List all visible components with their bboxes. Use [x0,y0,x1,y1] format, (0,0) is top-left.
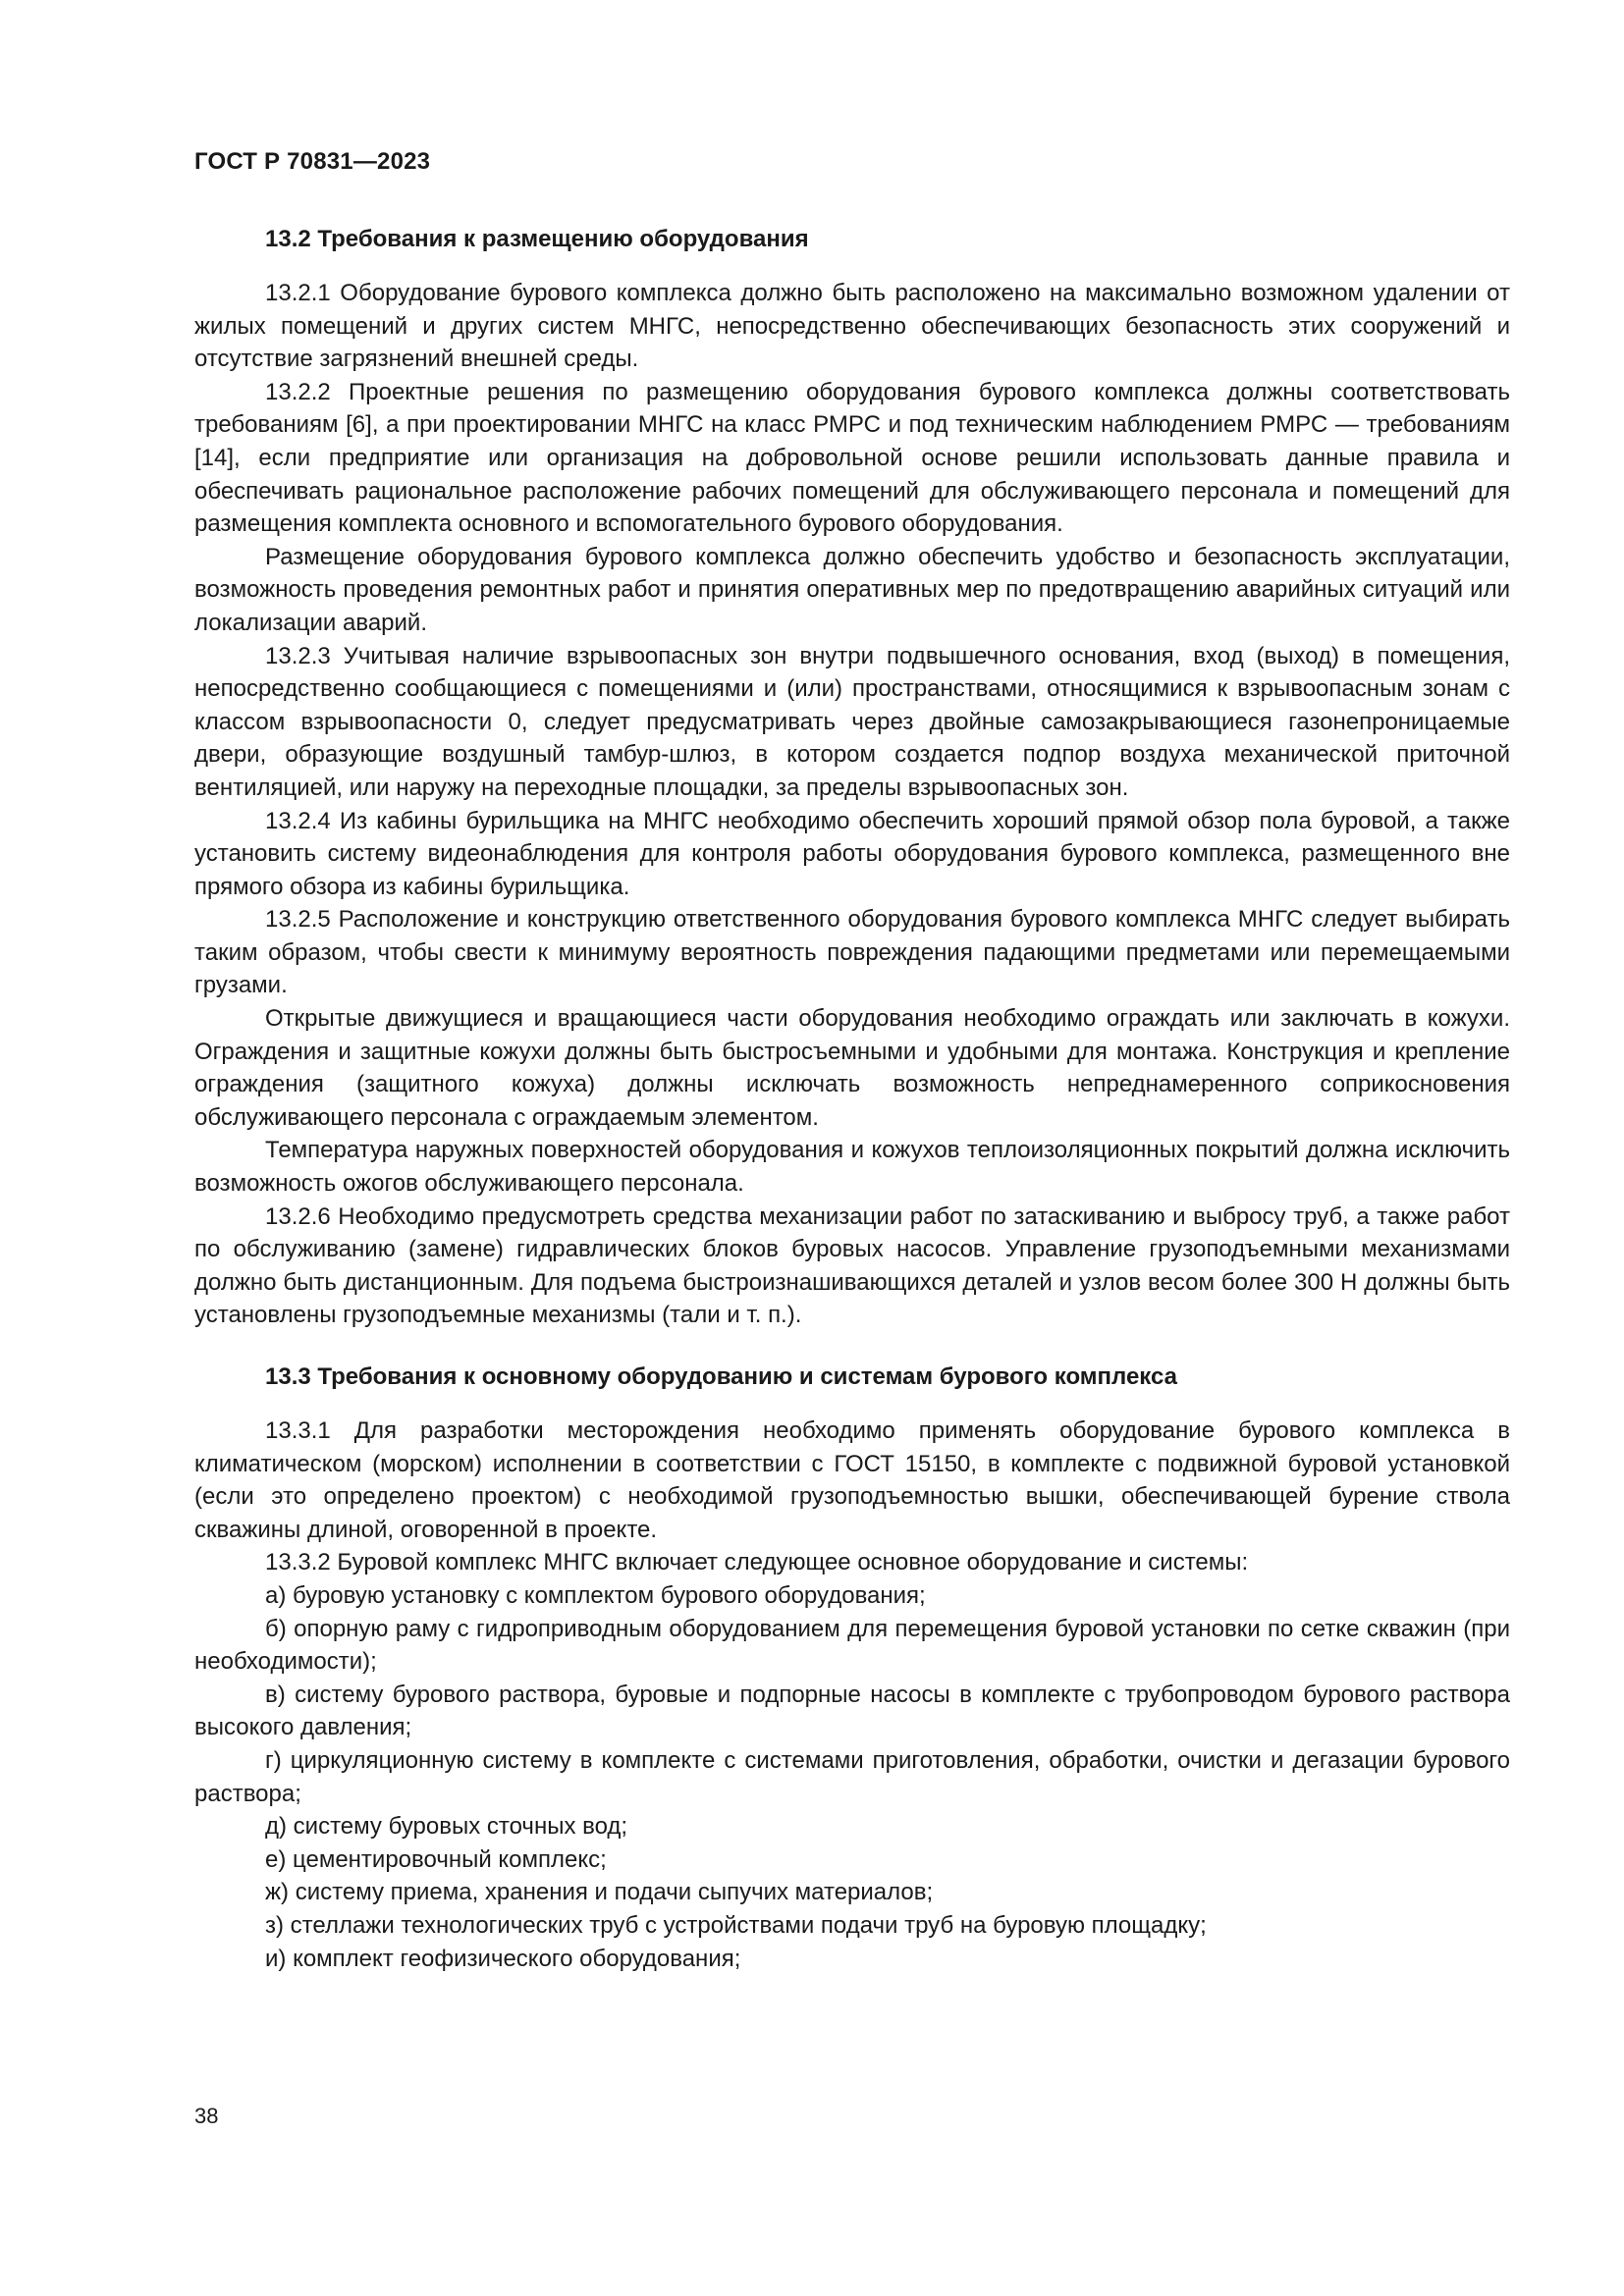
paragraph-13-3-2: 13.3.2 Буровой комплекс МНГС включает следующее основное оборудование и системы: [265,1549,1249,1576]
paragraph-13-3-1: 13.3.1 Для разработки месторождения необходимо применять оборудование бурового комплекса в климатическом (морском) исполнении в соответствии с ГОСТ 15150, в комплекте с подвижной буровой установкой (если это определено проектом) с необходимой грузоподъемностью вышки, обеспечивающей бурение ствола скважины длиной, оговоренной в проекте. [194,1417,1510,1543]
paragraph-13-2-3: 13.2.3 Учитывая наличие взрывоопасных зон внутри подвышечного основания, вход (выход) в помещения, непосредственно сообщающиеся с помещениями и (или) пространствами, относящимися к взрывоопасным зонам с классом взрывоопасности 0, следует предусматривать через двойные самозакрывающиеся газонепроницаемые двери, образующие воздушный тамбур-шлюз, в котором создается подпор воздуха механической приточной вентиляцией, или наружу на переходные площадки, за пределы взрывоопасных зон. [194,642,1510,801]
paragraph-13-2-2-placement: Размещение оборудования бурового комплекса должно обеспечить удобство и безопасность эксплуатации, возможность проведения ремонтных работ и принятия оперативных мер по предотвращению аварийных ситуаций или локализации аварий. [194,543,1510,636]
list-item-v: в) систему бурового раствора, буровые и подпорные насосы в комплекте с трубопроводом бурового раствора высокого давления; [194,1681,1510,1741]
list-item-d: д) систему буровых сточных вод; [265,1813,628,1841]
list-item-e: е) цементировочный комплекс; [265,1845,607,1873]
list-item-g: г) циркуляционную систему в комплекте с системами приготовления, обработки, очистки и дегазации бурового раствора; [194,1746,1510,1807]
paragraph-13-2-5-guards: Открытые движущиеся и вращающиеся части оборудования необходимо ограждать или заключать в кожухи. Ограждения и защитные кожухи должны быть быстросъемными и удобными для монтажа. Конструкция и крепление ограждения (защитного кожуха) должны исключать возможность непреднамеренного соприкосновения обслуживающего персонала с ограждаемым элементом. [194,1005,1510,1131]
page-number: 38 [194,2104,219,2128]
section-13-2-title: 13.2 Требования к размещению оборудования [265,226,809,252]
paragraph-13-2-6: 13.2.6 Необходимо предусмотреть средства механизации работ по затаскиванию и выбросу труб, а также работ по обслуживанию (замене) гидравлических блоков буровых насосов. Управление грузоподъемными механизмами должно быть дистанционным. Для подъема быстроизнашивающихся деталей и узлов весом более 300 Н должны быть установлены грузоподъемные механизмы (тали и т. п.). [194,1202,1510,1329]
page-content [194,224,1510,1975]
equipment-list [194,1579,1510,1975]
list-item-z: з) стеллажи технологических труб с устройствами подачи труб на буровую площадку; [265,1911,1207,1939]
list-item-a: а) буровую установку с комплектом бурового оборудования; [265,1581,926,1609]
paragraph-13-2-5-temperature: Температура наружных поверхностей оборудования и кожухов теплоизоляционных покрытий должна исключить возможность ожогов обслуживающего персонала. [194,1137,1510,1198]
section-13-3-title: 13.3 Требования к основному оборудованию и системам бурового комплекса [265,1363,1177,1390]
paragraph-13-2-4: 13.2.4 Из кабины бурильщика на МНГС необходимо обеспечить хороший прямой обзор пола буровой, а также установить систему видеонаблюдения для контроля работы оборудования бурового комплекса, размещенного вне прямого обзора из кабины бурильщика. [194,807,1510,900]
paragraph-13-2-5: 13.2.5 Расположение и конструкцию ответственного оборудования бурового комплекса МНГС следует выбирать таким образом, чтобы свести к минимуму вероятность повреждения падающими предметами или перемещаемыми грузами. [194,906,1510,999]
document-code-header: ГОСТ Р 70831—2023 [194,148,431,175]
list-item-zh: ж) систему приема, хранения и подачи сыпучих материалов; [265,1879,934,1906]
list-item-i: и) комплект геофизического оборудования; [265,1945,741,1972]
paragraph-13-2-2: 13.2.2 Проектные решения по размещению оборудования бурового комплекса должны соответствовать требованиям [6], а при проектировании МНГС на класс РМРС и под техническим наблюдением РМРС — требованиям [14], если предприятие или организация на добровольной основе решили использовать данные правила и обеспечивать рациональное расположение рабочих помещений для обслуживающего персонала и помещений для размещения комплекта основного и вспомогательного бурового оборудования. [194,378,1510,538]
paragraph-13-2-1: 13.2.1 Оборудование бурового комплекса должно быть расположено на максимально возможном удалении от жилых помещений и других систем МНГС, непосредственно обеспечивающих безопасность этих сооружений и отсутствие загрязнений внешней среды. [194,280,1510,373]
list-item-b: б) опорную раму с гидроприводным оборудованием для перемещения буровой установки по сетке скважин (при необходимости); [194,1615,1510,1676]
